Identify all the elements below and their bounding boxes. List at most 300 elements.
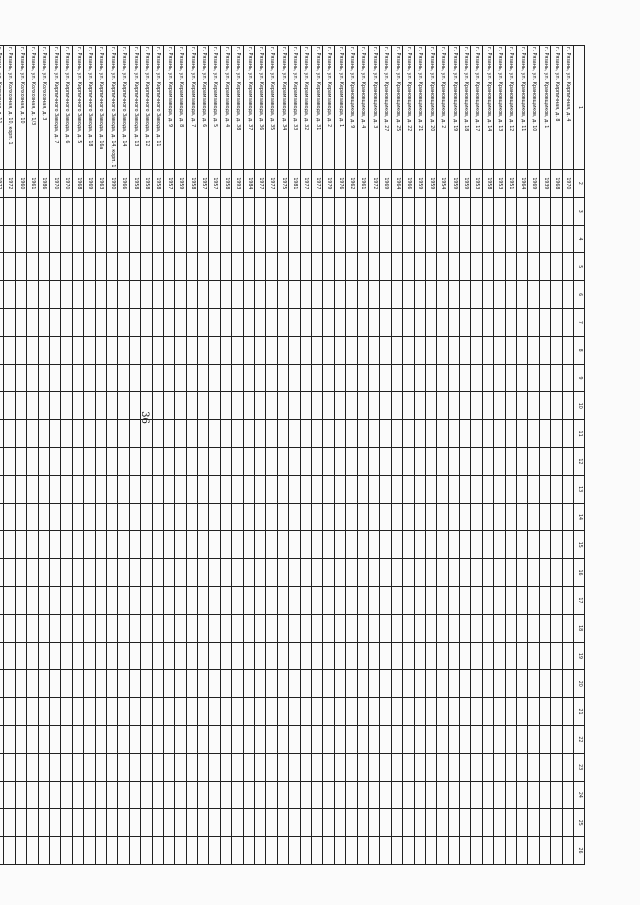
table-cell: [471, 253, 482, 281]
table-cell: [368, 642, 379, 670]
table-cell: [437, 336, 448, 364]
table-cell: [129, 642, 140, 670]
table-cell: [312, 531, 323, 559]
table-cell: 1969: [528, 170, 539, 198]
table-cell: [255, 197, 266, 225]
table-cell: [323, 809, 334, 837]
table-cell: [551, 503, 562, 531]
table-cell: [380, 225, 391, 253]
data-table: [0, 45, 585, 865]
table-cell: [562, 253, 573, 281]
address-cell: г. Рязань, ул. Кирпичная, д. 4: [562, 46, 573, 170]
table-cell: [0, 364, 4, 392]
table-cell: [38, 392, 49, 420]
table-cell: [539, 225, 550, 253]
table-cell: [539, 364, 550, 392]
table-cell: [528, 225, 539, 253]
table-cell: 1969: [380, 170, 391, 198]
table-cell: [95, 392, 106, 420]
table-cell: [562, 642, 573, 670]
table-cell: [50, 475, 61, 503]
address-cell: г. Рязань, ул. Керамзавода, д. 36: [255, 46, 266, 170]
table-cell: [471, 753, 482, 781]
table-cell: [357, 642, 368, 670]
table-cell: [72, 809, 83, 837]
table-cell: [323, 475, 334, 503]
table-cell: [425, 309, 436, 337]
table-cell: [494, 837, 505, 865]
table-cell: [380, 698, 391, 726]
table-cell: [528, 642, 539, 670]
table-cell: [289, 392, 300, 420]
table-cell: [84, 809, 95, 837]
table-cell: [505, 781, 516, 809]
table-cell: [505, 475, 516, 503]
table-cell: [220, 281, 231, 309]
table-cell: [505, 420, 516, 448]
table-cell: [61, 253, 72, 281]
table-cell: [175, 698, 186, 726]
table-cell: [368, 253, 379, 281]
table-cell: [448, 225, 459, 253]
table-cell: [141, 781, 152, 809]
table-cell: [528, 698, 539, 726]
table-cell: [163, 809, 174, 837]
table-cell: [27, 559, 38, 587]
table-cell: [380, 642, 391, 670]
table-cell: [72, 698, 83, 726]
table-cell: [186, 447, 197, 475]
table-cell: [312, 559, 323, 587]
table-cell: [380, 559, 391, 587]
table-cell: [95, 753, 106, 781]
table-cell: [357, 309, 368, 337]
table-cell: [391, 698, 402, 726]
address-cell: г. Рязань, ул. Керамзавода, д. 38: [232, 46, 243, 170]
table-cell: [300, 197, 311, 225]
table-cell: [539, 642, 550, 670]
table-cell: [403, 559, 414, 587]
table-cell: [391, 503, 402, 531]
table-cell: [50, 837, 61, 865]
table-cell: [403, 753, 414, 781]
table-cell: [403, 614, 414, 642]
table-row: [129, 46, 140, 865]
table-cell: [198, 503, 209, 531]
table-cell: [551, 670, 562, 698]
address-cell: [0, 46, 4, 170]
table-cell: [334, 725, 345, 753]
table-cell: [38, 420, 49, 448]
table-cell: [380, 503, 391, 531]
table-cell: [163, 197, 174, 225]
table-cell: [27, 503, 38, 531]
table-cell: [38, 559, 49, 587]
table-cell: [4, 336, 15, 364]
page-number: 36: [138, 411, 150, 424]
table-cell: [84, 253, 95, 281]
table-cell: [198, 614, 209, 642]
table-cell: [220, 614, 231, 642]
table-cell: [27, 225, 38, 253]
table-cell: [141, 614, 152, 642]
table-cell: [84, 781, 95, 809]
table-cell: [220, 420, 231, 448]
table-cell: [437, 531, 448, 559]
table-cell: [38, 253, 49, 281]
table-cell: [95, 698, 106, 726]
table-cell: [61, 336, 72, 364]
table-cell: [289, 531, 300, 559]
table-cell: [4, 420, 15, 448]
table-cell: [312, 753, 323, 781]
table-cell: [471, 392, 482, 420]
address-cell: г. Рязань, ул. Керамзавода, д. 7: [186, 46, 197, 170]
table-cell: [198, 559, 209, 587]
table-cell: [209, 614, 220, 642]
table-cell: [425, 670, 436, 698]
table-cell: [551, 447, 562, 475]
table-cell: [243, 253, 254, 281]
table-cell: [357, 225, 368, 253]
table-cell: [129, 309, 140, 337]
table-cell: [175, 197, 186, 225]
header-cell: 20: [574, 670, 585, 698]
table-cell: [471, 364, 482, 392]
table-cell: [0, 447, 4, 475]
table-cell: [289, 670, 300, 698]
table-row: [106, 46, 117, 865]
table-cell: [437, 253, 448, 281]
table-cell: [414, 753, 425, 781]
table-cell: [368, 392, 379, 420]
table-cell: [528, 586, 539, 614]
table-cell: [84, 447, 95, 475]
table-cell: [357, 364, 368, 392]
table-cell: [209, 225, 220, 253]
table-cell: [255, 281, 266, 309]
table-cell: [220, 364, 231, 392]
header-cell: 12: [574, 447, 585, 475]
table-cell: [266, 837, 277, 865]
table-cell: [368, 336, 379, 364]
table-cell: [517, 531, 528, 559]
table-cell: [243, 753, 254, 781]
table-cell: [106, 336, 117, 364]
table-cell: [551, 781, 562, 809]
table-cell: [220, 837, 231, 865]
table-cell: [357, 447, 368, 475]
table-cell: [505, 392, 516, 420]
header-cell: 4: [574, 225, 585, 253]
table-cell: [50, 781, 61, 809]
table-cell: [300, 698, 311, 726]
table-cell: [15, 447, 26, 475]
table-row: [0, 46, 4, 865]
table-cell: [528, 503, 539, 531]
table-cell: [0, 503, 4, 531]
table-cell: [448, 281, 459, 309]
table-cell: [152, 281, 163, 309]
table-cell: [95, 475, 106, 503]
table-cell: [243, 420, 254, 448]
table-cell: [27, 475, 38, 503]
table-cell: [460, 837, 471, 865]
table-cell: [437, 281, 448, 309]
table-cell: [198, 392, 209, 420]
table-cell: [562, 670, 573, 698]
table-cell: [95, 253, 106, 281]
table-cell: [163, 781, 174, 809]
table-cell: [118, 309, 129, 337]
table-cell: [129, 614, 140, 642]
table-cell: [539, 420, 550, 448]
table-cell: [437, 809, 448, 837]
table-cell: [414, 503, 425, 531]
table-cell: [198, 725, 209, 753]
table-cell: [50, 614, 61, 642]
table-cell: [460, 420, 471, 448]
table-cell: [471, 781, 482, 809]
table-cell: [106, 503, 117, 531]
table-cell: [15, 559, 26, 587]
table-cell: [391, 225, 402, 253]
table-cell: [460, 475, 471, 503]
table-cell: [539, 281, 550, 309]
table-cell: [220, 197, 231, 225]
table-cell: [163, 614, 174, 642]
table-cell: [95, 531, 106, 559]
table-cell: [562, 725, 573, 753]
table-cell: [186, 837, 197, 865]
table-cell: [266, 447, 277, 475]
table-cell: [380, 281, 391, 309]
table-cell: [425, 364, 436, 392]
table-cell: [141, 670, 152, 698]
table-cell: [482, 559, 493, 587]
table-cell: [482, 309, 493, 337]
table-cell: [209, 309, 220, 337]
table-cell: [482, 753, 493, 781]
table-cell: [323, 197, 334, 225]
table-cell: [403, 837, 414, 865]
table-cell: [266, 503, 277, 531]
table-cell: [380, 475, 391, 503]
table-cell: 1976: [334, 170, 345, 198]
table-cell: [334, 475, 345, 503]
table-cell: [277, 725, 288, 753]
table-cell: [243, 698, 254, 726]
table-viewport: [7, 45, 585, 865]
table-cell: [539, 531, 550, 559]
table-cell: [141, 475, 152, 503]
table-cell: [118, 225, 129, 253]
table-cell: 1959: [425, 170, 436, 198]
table-cell: [209, 503, 220, 531]
table-cell: [482, 475, 493, 503]
table-cell: [517, 559, 528, 587]
table-cell: [152, 309, 163, 337]
table-cell: [27, 281, 38, 309]
table-cell: [106, 364, 117, 392]
table-cell: [255, 614, 266, 642]
table-cell: [232, 642, 243, 670]
table-cell: [346, 447, 357, 475]
table-row: [72, 46, 83, 865]
table-cell: 1981: [289, 170, 300, 198]
table-cell: [562, 698, 573, 726]
table-cell: [448, 420, 459, 448]
table-cell: [255, 837, 266, 865]
table-cell: [437, 698, 448, 726]
table-cell: [220, 336, 231, 364]
table-cell: [391, 614, 402, 642]
table-cell: [505, 503, 516, 531]
table-row: [414, 46, 425, 865]
table-cell: [186, 503, 197, 531]
table-cell: [141, 698, 152, 726]
table-cell: [539, 503, 550, 531]
table-cell: [0, 225, 4, 253]
table-cell: [175, 309, 186, 337]
table-cell: [312, 642, 323, 670]
table-cell: [300, 309, 311, 337]
table-cell: [380, 197, 391, 225]
table-cell: [289, 642, 300, 670]
table-cell: [539, 559, 550, 587]
table-cell: [346, 586, 357, 614]
table-cell: [266, 309, 277, 337]
header-cell: 19: [574, 642, 585, 670]
table-row: [163, 46, 174, 865]
table-cell: [72, 503, 83, 531]
table-cell: [186, 725, 197, 753]
table-cell: [243, 447, 254, 475]
table-cell: [391, 725, 402, 753]
table-cell: [494, 225, 505, 253]
table-cell: [4, 670, 15, 698]
table-cell: [289, 725, 300, 753]
table-cell: [300, 281, 311, 309]
table-cell: [0, 586, 4, 614]
table-cell: [460, 698, 471, 726]
table-cell: [289, 837, 300, 865]
table-cell: [152, 642, 163, 670]
table-row: [186, 46, 197, 865]
table-cell: [255, 725, 266, 753]
table-cell: [118, 642, 129, 670]
table-cell: [0, 698, 4, 726]
table-cell: [163, 392, 174, 420]
table-cell: [209, 392, 220, 420]
table-cell: [425, 586, 436, 614]
table-cell: [357, 531, 368, 559]
table-cell: [198, 364, 209, 392]
table-cell: [562, 503, 573, 531]
table-cell: [471, 309, 482, 337]
table-cell: [368, 475, 379, 503]
table-cell: 1966: [403, 170, 414, 198]
table-cell: [323, 336, 334, 364]
table-cell: [220, 725, 231, 753]
table-cell: [437, 475, 448, 503]
address-cell: г. Рязань, ул. Керамзавода, д. 37: [243, 46, 254, 170]
table-cell: [277, 698, 288, 726]
table-cell: [38, 503, 49, 531]
table-cell: [4, 475, 15, 503]
table-cell: [323, 670, 334, 698]
table-cell: [38, 781, 49, 809]
table-cell: [494, 670, 505, 698]
table-cell: [346, 725, 357, 753]
table-cell: [220, 253, 231, 281]
table-cell: [175, 281, 186, 309]
table-cell: [186, 364, 197, 392]
table-cell: [84, 586, 95, 614]
table-cell: 1964: [391, 170, 402, 198]
address-cell: г. Рязань, ул. Крановщиков, д. 17: [471, 46, 482, 170]
table-cell: [368, 781, 379, 809]
table-cell: [266, 392, 277, 420]
table-cell: [198, 447, 209, 475]
table-cell: [414, 197, 425, 225]
table-cell: [72, 837, 83, 865]
table-cell: 1957: [209, 170, 220, 198]
table-cell: [163, 642, 174, 670]
table-cell: [368, 725, 379, 753]
table-cell: [551, 475, 562, 503]
address-cell: г. Рязань, ул. Крановщиков, д. 25: [391, 46, 402, 170]
table-cell: [346, 670, 357, 698]
table-cell: 1977: [312, 170, 323, 198]
table-cell: [4, 309, 15, 337]
table-cell: [175, 475, 186, 503]
table-cell: [129, 698, 140, 726]
table-cell: [346, 753, 357, 781]
table-cell: [346, 475, 357, 503]
table-cell: [50, 531, 61, 559]
table-cell: [460, 559, 471, 587]
table-cell: [209, 531, 220, 559]
table-cell: [300, 586, 311, 614]
table-cell: [84, 281, 95, 309]
table-cell: [334, 837, 345, 865]
table-cell: [15, 364, 26, 392]
table-cell: [266, 753, 277, 781]
table-cell: [175, 753, 186, 781]
table-cell: [517, 475, 528, 503]
table-cell: [391, 559, 402, 587]
table-cell: [460, 281, 471, 309]
table-cell: [232, 753, 243, 781]
table-cell: [255, 336, 266, 364]
table-cell: [277, 253, 288, 281]
table-cell: [129, 809, 140, 837]
table-cell: [0, 670, 4, 698]
table-row: [334, 46, 345, 865]
table-cell: [403, 809, 414, 837]
table-cell: [391, 281, 402, 309]
table-cell: [186, 586, 197, 614]
table-cell: [220, 670, 231, 698]
table-cell: [27, 698, 38, 726]
table-cell: [0, 170, 4, 198]
table-cell: [220, 809, 231, 837]
table-cell: [391, 475, 402, 503]
table-cell: [232, 197, 243, 225]
table-cell: [414, 281, 425, 309]
table-cell: [61, 614, 72, 642]
